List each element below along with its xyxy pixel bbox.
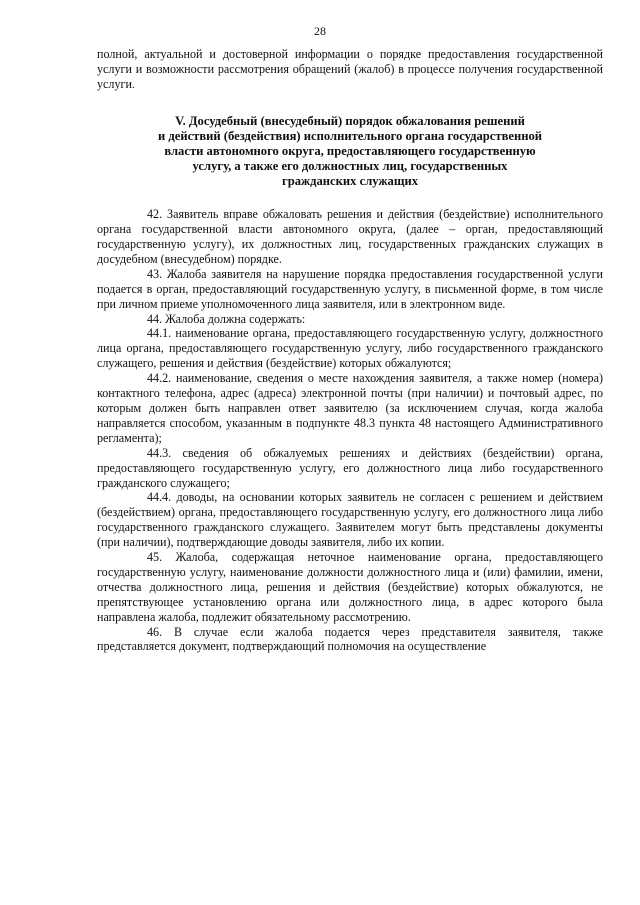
paragraph-44: 44. Жалоба должна содержать: <box>147 311 306 326</box>
section-title-line: власти автономного округа, предоставляющего государственную <box>164 143 536 158</box>
paragraph-46: 46. В случае если жалоба подается через представителя заявителя, также представляется документ, подтверждающий полномочия на осуществление <box>97 624 603 654</box>
section-title-line: V. Досудебный (внесудебный) порядок обжалования решений <box>175 113 525 128</box>
paragraph-44-4: 44.4. доводы, на основании которых заявитель не согласен с решением и действием (бездействием) органа, предоставляющего государственную услугу, его должностного лица либо государственного гражданского служащего. Заявителем могут быть представлены документы (при наличии), подтверждающие доводы заявителя, либо их копии. <box>97 490 603 550</box>
paragraph-44-1: 44.1. наименование органа, предоставляющего государственную услугу, должностного лица органа, предоставляющего государственную услугу, либо государственного гражданского служащего, решения и действия (бездействие) которых обжалуются; <box>97 326 603 371</box>
section-title-line: гражданских служащих <box>281 174 419 189</box>
intro-paragraph: полной, актуальной и достоверной информации о порядке предоставления государственной услуги и возможности рассмотрения обращений (жалоб) в процессе получения государственной услуги. <box>97 47 603 91</box>
document-body <box>97 47 603 654</box>
section-title-line: услугу, а также его должностных лиц, государственных <box>192 159 508 173</box>
section-title-line: и действий (бездействия) исполнительного органа государственной <box>157 128 543 143</box>
section-title <box>97 114 603 189</box>
paragraph-42: 42. Заявитель вправе обжаловать решения и действия (бездействие) исполнительного органа государственной власти автономного округа, (далее – орган, предоставляющий государственную услугу), их должностных лиц, государственных гражданских служащих в досудебном (внесудебном) порядке. <box>97 207 603 266</box>
paragraph-45: 45. Жалоба, содержащая неточное наименование органа, предоставляющего государственную услугу, наименование должности должностного лица и (или) фамилии, имени, отчества должностного лица, решения и действия (бездействие) которых обжалуются, не препятствующее установлению органа или должностного лица, в адрес которого была направлена жалоба, подлежит обязательному рассмотрению. <box>97 550 603 624</box>
paragraph-44-3: 44.3. сведения об обжалуемых решениях и действиях (бездействии) органа, предоставляющего государственную услугу, его должностного лица либо государственного гражданского служащего; <box>97 445 603 490</box>
page-number: 28 <box>314 24 326 38</box>
paragraph-43: 43. Жалоба заявителя на нарушение порядка предоставления государственной услуги подается в орган, предоставляющий государственную услугу, в письменной форме, в том числе при личном приеме уполномоченного лица заявителя, или в электронном виде. <box>97 266 603 311</box>
paragraph-44-2: 44.2. наименование, сведения о месте нахождения заявителя, а также номер (номера) контактного телефона, адрес (адреса) электронной почты (при наличии) и почтовый адрес, по которым должен быть направлен ответ заявителю (за исключением случая, когда жалоба направляется способом, указанным в подпункте 48.3 пункта 48 настоящего Административного регламента); <box>97 371 603 445</box>
